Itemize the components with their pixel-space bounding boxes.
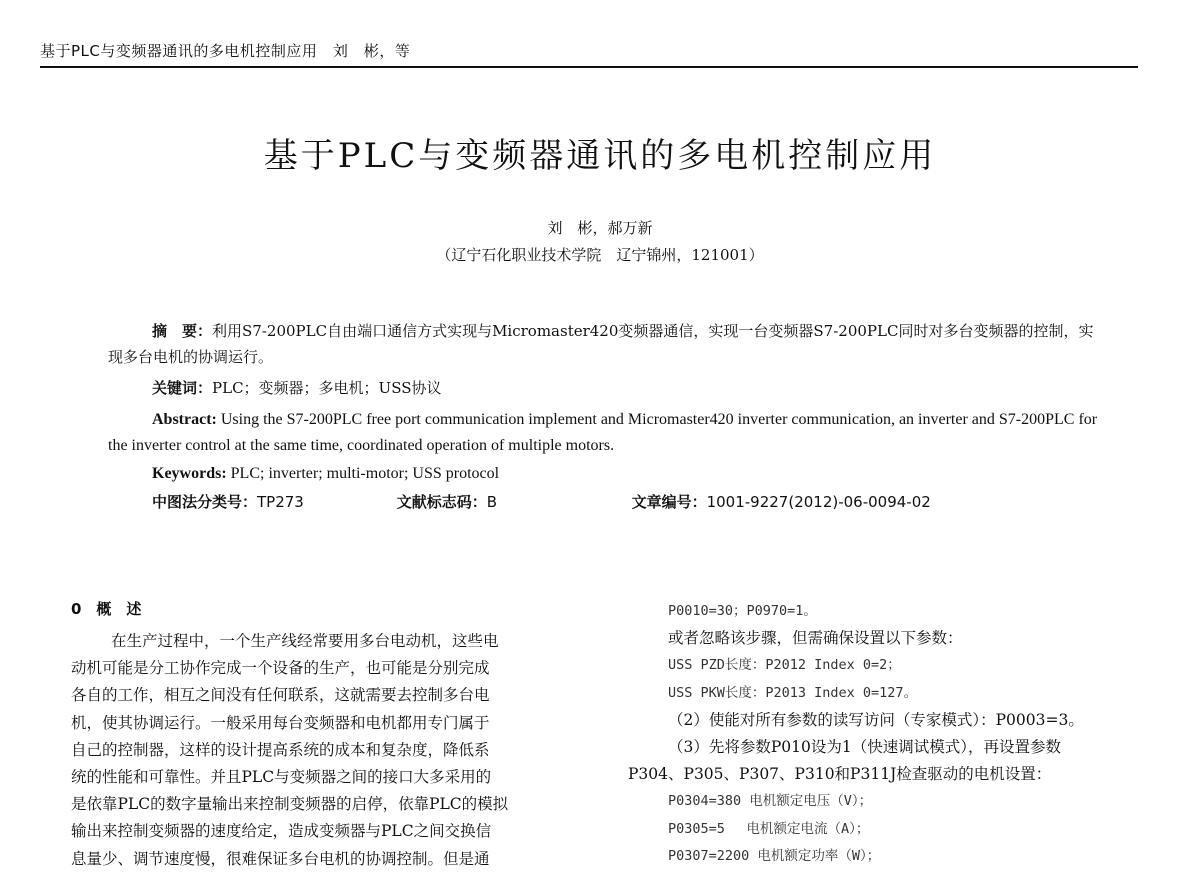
param-line: P0304=380 电机额定电压（V）；: [668, 793, 873, 810]
running-header: 基于PLC与变频器通讯的多电机控制应用 刘 彬，等: [40, 42, 411, 60]
abstract-en: [108, 407, 1108, 459]
abstract-en-label: Abstract:: [152, 411, 217, 428]
body-line: 统的性能和可靠性。并且PLC与变频器之间的接口大多采用的: [71, 767, 492, 786]
section-heading: 0 概 述: [71, 600, 142, 618]
paper-title: 基于PLC与变频器通讯的多电机控制应用: [263, 136, 937, 176]
param-line: USS PZD长度：P2012 Index 0=2；: [668, 657, 901, 674]
keywords-cn-text: PLC；变频器；多电机；USS协议: [212, 379, 442, 397]
param-line: P0010=30；P0970=1。: [668, 603, 817, 619]
abstract-en-text: Using the S7-200PLC free port communication implement and Micromaster420 inverter communication, an inverter and S7-200PLC for the inverter control at the same time, coordinated operation of multiple motors.: [108, 411, 1098, 454]
article-no-label: 文章编号：: [631, 493, 707, 511]
body-line: 息量少、调节速度慢，很难保证多台电机的协调控制。但是通: [71, 849, 490, 868]
body-line: P304、P305、P307、P310和P311J检查驱动的电机设置：: [628, 765, 1052, 784]
header-rule: [40, 66, 1138, 68]
body-line: 或者忽略该步骤，但需确保设置以下参数：: [668, 629, 963, 648]
body-line: 动机可能是分工协作完成一个设备的生产，也可能是分别完成: [71, 659, 490, 678]
left-column: [71, 598, 586, 873]
affiliation: （辽宁石化职业技术学院 辽宁锦州，121001）: [436, 246, 764, 264]
body-line: 在生产过程中，一个生产线经常要用多台电动机，这些电: [111, 632, 499, 650]
body-line: （3）先将参数P010设为1（快速调试模式），再设置参数: [668, 737, 1061, 756]
body-line: 自己的控制器，这样的设计提高系统的成本和复杂度，降低系: [71, 740, 490, 759]
param-line: P0307=2200 电机额定功率（W）；: [668, 847, 881, 864]
param-line: P0305=5 电机额定电流（A）；: [668, 820, 870, 837]
body-line: 是依靠PLC的数字量输出来控制变频器的启停，依靠PLC的模拟: [71, 795, 509, 814]
classification-row: [152, 491, 931, 512]
abstract-cn-label: 摘 要：: [152, 322, 213, 340]
authors: 刘 彬，郝万新: [547, 219, 653, 237]
classification-value: TP273: [257, 493, 304, 511]
keywords-en-label: Keywords:: [152, 465, 227, 482]
body-line: 机，使其协调运行。一般采用每台变频器和电机都用专门属于: [71, 713, 490, 732]
keywords-cn: [108, 375, 1108, 401]
abstract-cn-text: 利用S7-200PLC自由端口通信方式实现与Micromaster420变频器通信，实现一台变频器S7-200PLC同时对多台变频器的控制，实现多台电机的协调运行。: [108, 322, 1094, 366]
right-column: [628, 598, 1158, 870]
keywords-en-text: PLC; inverter; multi-motor; USS protocol: [226, 465, 500, 482]
article-no: [632, 491, 931, 512]
body-line: 各自的工作，相互之间没有任何联系，这就需要去控制多台电: [71, 686, 490, 705]
keywords-cn-label: 关键词：: [152, 379, 213, 397]
doc-code: [397, 491, 627, 512]
body-line: （2）使能对所有参数的读写访问（专家模式）：P0003=3。: [668, 710, 1084, 729]
abstract-cn: [108, 318, 1108, 370]
classification: [152, 491, 392, 512]
keywords-en: [108, 461, 1108, 487]
body-line: 输出来控制变频器的速度给定，造成变频器与PLC之间交换信: [71, 822, 492, 841]
article-no-value: 1001-9227(2012)-06-0094-02: [706, 493, 931, 511]
doc-code-value: B: [486, 493, 498, 511]
doc-code-label: 文献标志码：: [396, 493, 487, 511]
classification-label: 中图法分类号：: [152, 493, 258, 511]
param-line: USS PKW长度：P2013 Index 0=127。: [668, 684, 918, 701]
